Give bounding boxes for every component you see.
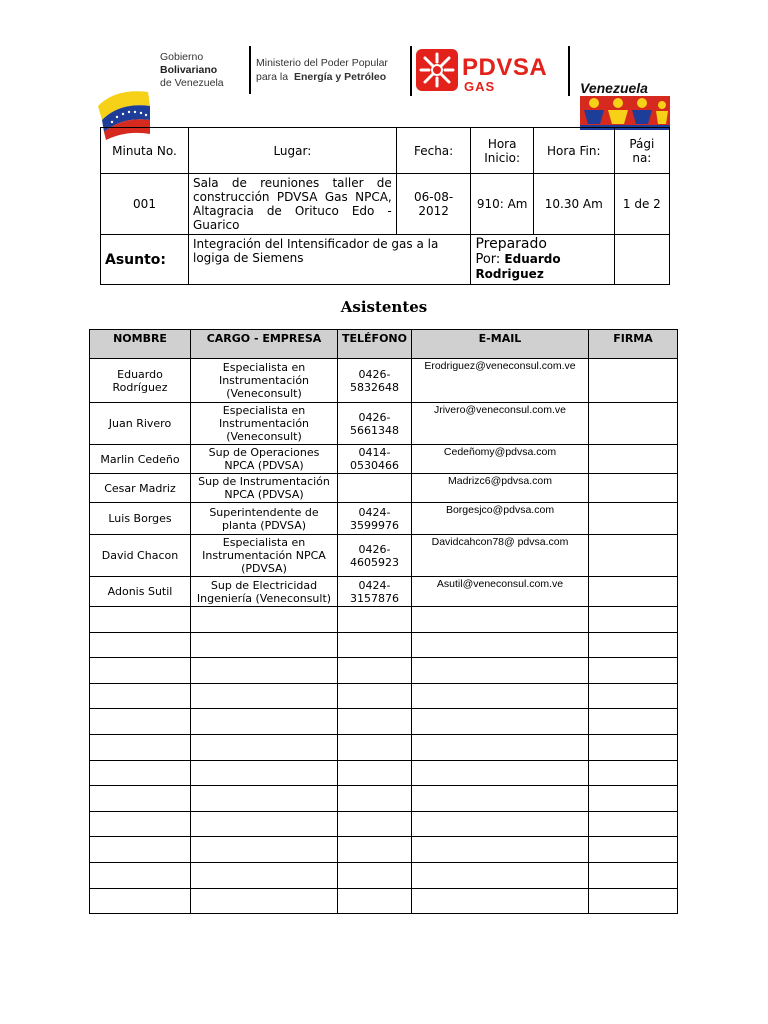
empty-cell [90, 888, 191, 914]
hora-inicio-label: Hora Inicio: [471, 128, 533, 174]
empty-table-row [90, 683, 678, 709]
cell-cargo: Sup de Operaciones NPCA (PDVSA) [191, 445, 338, 474]
ministerio-line1: Ministerio del Poder Popular [256, 57, 388, 69]
pdvsa-wordmark: PDVSA [462, 54, 548, 81]
empty-cell [90, 734, 191, 760]
lugar-value: Sala de reuniones taller de construcción PDVSA Gas NPCA, Altagracia de Orituco Edo - Guarico [189, 174, 397, 235]
empty-cell [589, 632, 678, 658]
empty-cell [90, 760, 191, 786]
cell-cargo: Especialista en Instrumentación (Veneconsult) [191, 359, 338, 403]
asunto-label: Asunto: [101, 235, 189, 285]
cell-telefono: 0426-5832648 [338, 359, 412, 403]
empty-cell [338, 862, 412, 888]
empty-cell [191, 709, 338, 735]
empty-cell [338, 607, 412, 633]
minuta-label: Minuta No. [101, 128, 189, 174]
empty-cell [90, 658, 191, 684]
empty-cell [338, 811, 412, 837]
cell-firma [589, 503, 678, 535]
empty-cell [589, 837, 678, 863]
table-row [90, 359, 678, 403]
header-divider-1 [249, 46, 251, 94]
cell-nombre: Juan Rivero [90, 403, 191, 445]
empty-table-row [90, 607, 678, 633]
empty-cell [589, 811, 678, 837]
cell-telefono: 0424-3599976 [338, 503, 412, 535]
pdvsa-gas-label: GAS [464, 79, 496, 94]
empty-cell [338, 709, 412, 735]
empty-table-row [90, 632, 678, 658]
cell-cargo: Especialista en Instrumentación NPCA (PDVSA) [191, 535, 338, 577]
cell-firma [589, 403, 678, 445]
empty-cell [90, 632, 191, 658]
cell-firma [589, 577, 678, 607]
asunto-value: Integración del Intensificador de gas a la logiga de Siemens [189, 235, 471, 285]
minuta-value: 001 [101, 174, 189, 235]
empty-table-row [90, 760, 678, 786]
table-row [90, 403, 678, 445]
empty-cell [412, 709, 589, 735]
fecha-value: 06-08-2012 [396, 174, 471, 235]
empty-cell [412, 786, 589, 812]
cell-firma [589, 359, 678, 403]
col-cargo: CARGO - EMPRESA [191, 330, 338, 359]
empty-cell [191, 683, 338, 709]
empty-cell [338, 632, 412, 658]
cell-nombre: Cesar Madriz [90, 474, 191, 503]
lugar-label: Lugar: [189, 128, 397, 174]
empty-cell [338, 888, 412, 914]
gobierno-line3: de Venezuela [160, 77, 224, 89]
empty-cell [191, 760, 338, 786]
empty-cell [191, 786, 338, 812]
empty-table-row [90, 862, 678, 888]
cell-nombre: Adonis Sutil [90, 577, 191, 607]
empty-cell [412, 888, 589, 914]
cell-firma [589, 474, 678, 503]
cell-telefono: 0426-5661348 [338, 403, 412, 445]
empty-cell [90, 862, 191, 888]
asistentes-table [89, 329, 678, 914]
cell-cargo: Superintendente de planta (PDVSA) [191, 503, 338, 535]
cell-cargo: Sup de Instrumentación NPCA (PDVSA) [191, 474, 338, 503]
empty-cell [412, 658, 589, 684]
empty-cell [412, 607, 589, 633]
empty-cell [338, 760, 412, 786]
empty-table-row [90, 837, 678, 863]
preparado-label: Preparado [475, 236, 547, 252]
empty-table-row [90, 658, 678, 684]
hora-inicio-value: 910: Am [471, 174, 533, 235]
empty-cell [412, 734, 589, 760]
gobierno-line1: Gobierno [160, 51, 204, 63]
empty-cell [90, 837, 191, 863]
empty-cell [90, 786, 191, 812]
pagina-label: Pági na: [614, 128, 669, 174]
asistentes-header-row [90, 330, 678, 359]
pdvsa-logo-icon [416, 49, 458, 91]
empty-cell [589, 658, 678, 684]
empty-cell [412, 632, 589, 658]
preparado-cell [471, 235, 614, 285]
header-divider-2 [410, 46, 412, 96]
empty-cell [191, 888, 338, 914]
cell-email: Erodriguez@veneconsul.com.ve [412, 359, 589, 403]
empty-cell [589, 683, 678, 709]
empty-cell [589, 888, 678, 914]
cell-firma [589, 445, 678, 474]
empty-cell [191, 837, 338, 863]
empty-table-row [90, 734, 678, 760]
cell-email: Davidcahcon78@ pdvsa.com [412, 535, 589, 577]
empty-cell [589, 607, 678, 633]
empty-cell [90, 683, 191, 709]
empty-cell [412, 811, 589, 837]
empty-cell [191, 862, 338, 888]
ministerio-prefix: para la [256, 71, 289, 83]
hora-fin-label: Hora Fin: [533, 128, 614, 174]
empty-cell [589, 862, 678, 888]
venezuela-people-logo-icon [580, 96, 670, 130]
cell-telefono: 0426-4605923 [338, 535, 412, 577]
empty-cell [90, 811, 191, 837]
empty-cell [191, 811, 338, 837]
fecha-label: Fecha: [396, 128, 471, 174]
cell-telefono: 0424-3157876 [338, 577, 412, 607]
empty-cell [338, 734, 412, 760]
empty-table-row [90, 709, 678, 735]
empty-cell [412, 683, 589, 709]
empty-cell [191, 607, 338, 633]
empty-cell [90, 709, 191, 735]
gobierno-label [160, 51, 224, 90]
cell-nombre: Eduardo Rodríguez [90, 359, 191, 403]
col-telefono: TELÉFONO [338, 330, 412, 359]
cell-nombre: David Chacon [90, 535, 191, 577]
empty-cell [589, 709, 678, 735]
gobierno-line2: Bolivariano [160, 64, 218, 76]
preparado-extra-cell [614, 235, 669, 285]
header-divider-3 [568, 46, 570, 96]
col-firma: FIRMA [589, 330, 678, 359]
empty-cell [589, 786, 678, 812]
cell-telefono [338, 474, 412, 503]
asistentes-title: Asistentes [340, 298, 428, 316]
cell-email: Madrizc6@pdvsa.com [412, 474, 589, 503]
ministerio-label [256, 56, 388, 84]
col-email: E-MAIL [412, 330, 589, 359]
table-row [90, 535, 678, 577]
empty-cell [589, 760, 678, 786]
table-row [90, 474, 678, 503]
empty-cell [191, 734, 338, 760]
cell-nombre: Luis Borges [90, 503, 191, 535]
table-row [90, 445, 678, 474]
table-row [90, 503, 678, 535]
empty-cell [90, 607, 191, 633]
hora-fin-value: 10.30 Am [533, 174, 614, 235]
cell-email: Borgesjco@pdvsa.com [412, 503, 589, 535]
col-nombre: NOMBRE [90, 330, 191, 359]
empty-cell [191, 658, 338, 684]
cell-telefono: 0414-0530466 [338, 445, 412, 474]
ministerio-bold: Energía y Petróleo [293, 71, 387, 83]
empty-cell [412, 837, 589, 863]
empty-cell [589, 734, 678, 760]
cell-cargo: Sup de Electricidad Ingeniería (Veneconsult) [191, 577, 338, 607]
empty-cell [338, 683, 412, 709]
empty-cell [338, 837, 412, 863]
empty-table-row [90, 811, 678, 837]
empty-cell [338, 658, 412, 684]
pagina-value: 1 de 2 [614, 174, 669, 235]
empty-cell [191, 632, 338, 658]
venezuela-wordmark: Venezuela [580, 80, 648, 96]
preparado-value: Eduardo Rodriguez [475, 252, 561, 281]
cell-cargo: Especialista en Instrumentación (Veneconsult) [191, 403, 338, 445]
minuta-info-table [100, 127, 670, 285]
cell-email: Jrivero@veneconsul.com.ve [412, 403, 589, 445]
empty-table-row [90, 786, 678, 812]
cell-email: Asutil@veneconsul.com.ve [412, 577, 589, 607]
empty-cell [338, 786, 412, 812]
por-label: Por: [475, 252, 501, 267]
empty-table-row [90, 888, 678, 914]
table-row [90, 577, 678, 607]
empty-cell [412, 760, 589, 786]
cell-nombre: Marlin Cedeño [90, 445, 191, 474]
empty-cell [412, 862, 589, 888]
cell-email: Cedeñomy@pdvsa.com [412, 445, 589, 474]
cell-firma [589, 535, 678, 577]
